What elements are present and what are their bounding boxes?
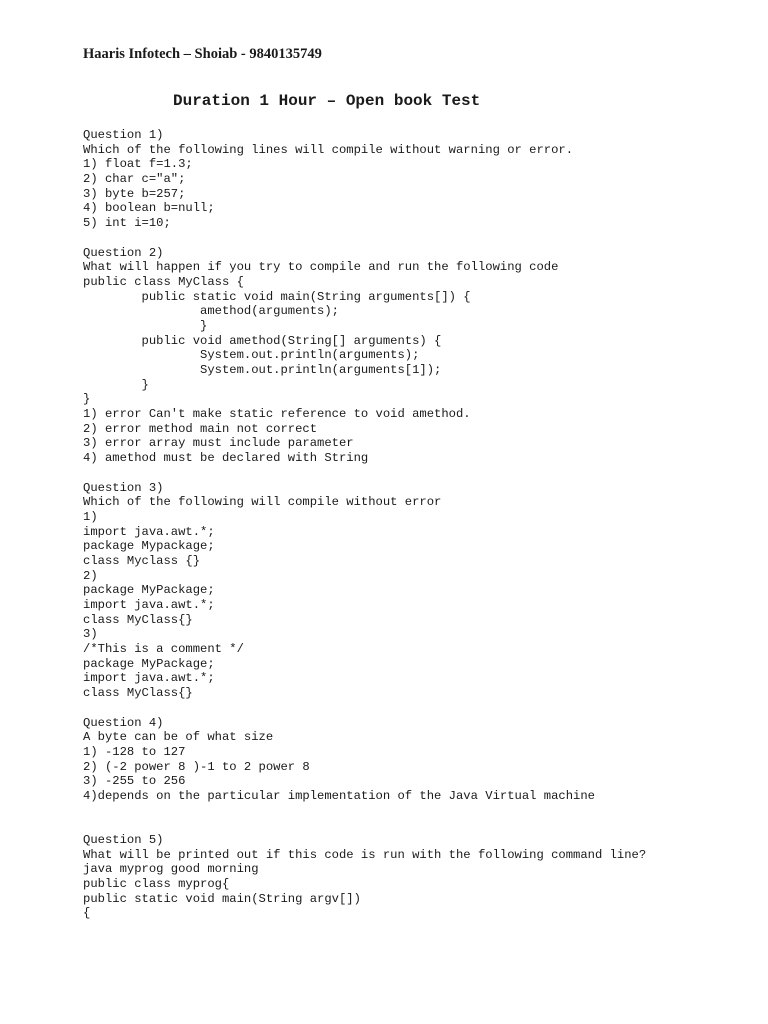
- blank-line: [83, 818, 646, 833]
- text-line: 3) byte b=257;: [83, 186, 186, 201]
- blank-line: [83, 804, 646, 819]
- text-line: 2): [83, 568, 98, 583]
- text-line: 3) error array must include parameter: [83, 436, 354, 451]
- text-line: 4) amethod must be declared with String: [83, 451, 369, 466]
- text-line: 2) (-2 power 8 )-1 to 2 power 8: [83, 759, 310, 774]
- text-line: }: [83, 377, 149, 392]
- text-line: 2) error method main not correct: [83, 421, 318, 436]
- text-line: Which of the following lines will compile without warning or error.: [83, 142, 574, 157]
- question-heading: Question 2): [83, 245, 164, 260]
- text-line: package MyPackage;: [83, 656, 215, 671]
- text-line: System.out.println(arguments[1]);: [83, 363, 442, 377]
- text-line: System.out.println(arguments);: [83, 348, 420, 363]
- text-line: class Myclass {}: [83, 553, 201, 568]
- text-line: {: [83, 906, 91, 921]
- text-line: public static void main(String argv[]): [83, 891, 361, 906]
- text-line: package MyPackage;: [83, 583, 215, 598]
- document-header: Haaris Infotech – Shoiab - 9840135749: [83, 46, 322, 62]
- text-line: }: [83, 318, 208, 333]
- text-line: 1) error Can't make static reference to void amethod.: [83, 407, 471, 422]
- text-line: 1) float f=1.3;: [83, 157, 193, 172]
- page-title: Duration 1 Hour – Open book Test: [173, 92, 481, 110]
- text-line: 4)depends on the particular implementation of the Java Virtual machine: [83, 788, 595, 803]
- blank-line: [83, 466, 646, 481]
- text-line: 2) char c="a";: [83, 172, 186, 187]
- text-line: }: [83, 392, 91, 407]
- text-line: Which of the following will compile without error: [83, 495, 442, 510]
- text-line: 4) boolean b=null;: [83, 201, 215, 216]
- text-line: package Mypackage;: [83, 539, 215, 554]
- text-line: 3): [83, 627, 98, 642]
- text-line: import java.awt.*;: [83, 524, 215, 539]
- text-line: class MyClass{}: [83, 612, 193, 627]
- text-line: public class MyClass {: [83, 274, 244, 289]
- text-line: 1) -128 to 127: [83, 744, 186, 759]
- text-line: java myprog good morning: [83, 862, 259, 877]
- blank-line: [83, 231, 646, 246]
- text-line: public class myprog{: [83, 877, 230, 892]
- question-heading: Question 5): [83, 833, 164, 847]
- text-line: /*This is a comment */: [83, 642, 244, 657]
- question-heading: Question 4): [83, 715, 164, 730]
- text-line: 1): [83, 509, 98, 524]
- text-line: 3) -255 to 256: [83, 774, 186, 789]
- text-line: public static void main(String arguments[]) {: [83, 289, 471, 304]
- text-line: 5) int i=10;: [83, 216, 171, 231]
- blank-line: [83, 701, 646, 716]
- document-body: [83, 128, 646, 921]
- text-line: A byte can be of what size: [83, 730, 274, 745]
- text-line: What will happen if you try to compile and run the following code: [83, 260, 559, 275]
- text-line: import java.awt.*;: [83, 598, 215, 612]
- question-heading: Question 3): [83, 480, 164, 495]
- text-line: public void amethod(String[] arguments) {: [83, 333, 442, 348]
- question-heading: Question 1): [83, 128, 164, 142]
- text-line: What will be printed out if this code is run with the following command line?: [83, 847, 647, 862]
- text-line: import java.awt.*;: [83, 671, 215, 686]
- text-line: class MyClass{}: [83, 686, 193, 701]
- text-line: amethod(arguments);: [83, 304, 339, 319]
